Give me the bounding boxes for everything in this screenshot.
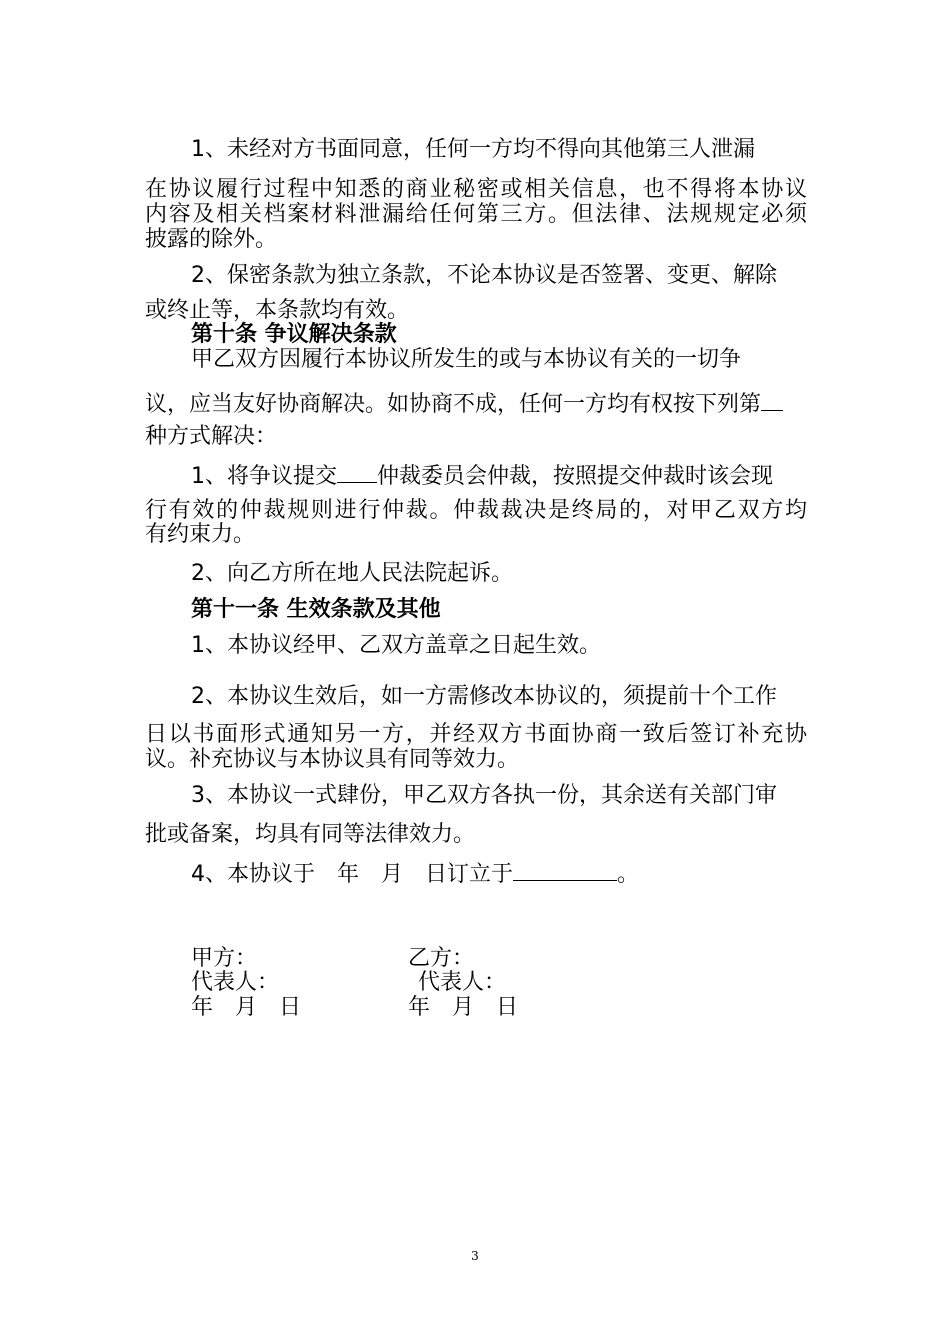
clause-text: 批或备案，均具有同等法律效力。 (145, 822, 476, 847)
clause-text: 甲乙双方因履行本协议所发生的或与本协议有关的一切争 (191, 347, 742, 372)
clause-text: 1、未经对方书面同意，任何一方均不得向其他第三人泄漏 (191, 137, 755, 162)
article-heading: 第十一条 生效条款及其他 (191, 597, 441, 622)
clause-text: 行有效的仲裁规则进行仲裁。仲裁裁决是终局的，对甲乙双方均 (145, 498, 807, 523)
clause-text: 内容及相关档案材料泄漏给任何第三方。但法律、法规规定必须 (145, 202, 807, 227)
party-b-label: 乙方： (408, 946, 475, 971)
clause-text-part: 。 (617, 862, 640, 887)
clause-text-part: 4、本协议于 年 月 日订立于 (191, 862, 513, 887)
clause-text (191, 858, 639, 888)
clause-text: 披露的除外。 (145, 227, 278, 252)
clause-text: 日以书面形式通知另一方，并经双方书面协商一致后签订补充协 (145, 722, 807, 747)
clause-text-part: 1、将争议提交 (191, 464, 337, 489)
clause-text: 或终止等，本条款均有效。 (145, 298, 410, 323)
blank-underline (513, 858, 617, 881)
clause-text: 1、本协议经甲、乙双方盖章之日起生效。 (191, 633, 601, 658)
page-number: 3 (471, 1249, 479, 1263)
clause-text: 种方式解决： (145, 424, 278, 449)
clause-text: 2、向乙方所在地人民法院起诉。 (191, 561, 513, 586)
clause-text-part: 仲裁委员会仲裁，按照提交仲裁时该会现 (377, 464, 774, 489)
clause-text: 议。补充协议与本协议具有同等效力。 (145, 747, 520, 772)
article-heading: 第十条 争议解决条款 (191, 322, 397, 347)
clause-text: 3、本协议一式肆份，甲乙双方各执一份，其余送有关部门审 (191, 783, 777, 808)
clause-text-part: 议，应当友好协商解决。如协商不成，任何一方均有权按下列第 (145, 392, 762, 417)
party-a-label: 甲方： (191, 946, 258, 971)
clause-text: 2、本协议生效后，如一方需修改本协议的，须提前十个工作 (191, 684, 777, 709)
clause-text: 在协议履行过程中知悉的商业秘密或相关信息，也不得将本协议 (145, 177, 807, 202)
clause-text: 2、保密条款为独立条款，不论本协议是否签署、变更、解除 (191, 263, 777, 288)
clause-text (145, 388, 783, 418)
representative-b-label: 代表人： (418, 970, 507, 995)
clause-text (191, 460, 773, 490)
clause-text: 有约束力。 (145, 522, 256, 547)
representative-a-label: 代表人： (191, 970, 280, 995)
blank-underline (337, 460, 377, 483)
blank-underline (761, 388, 783, 411)
date-b-label: 年 月 日 (408, 995, 519, 1020)
date-a-label: 年 月 日 (191, 995, 302, 1020)
